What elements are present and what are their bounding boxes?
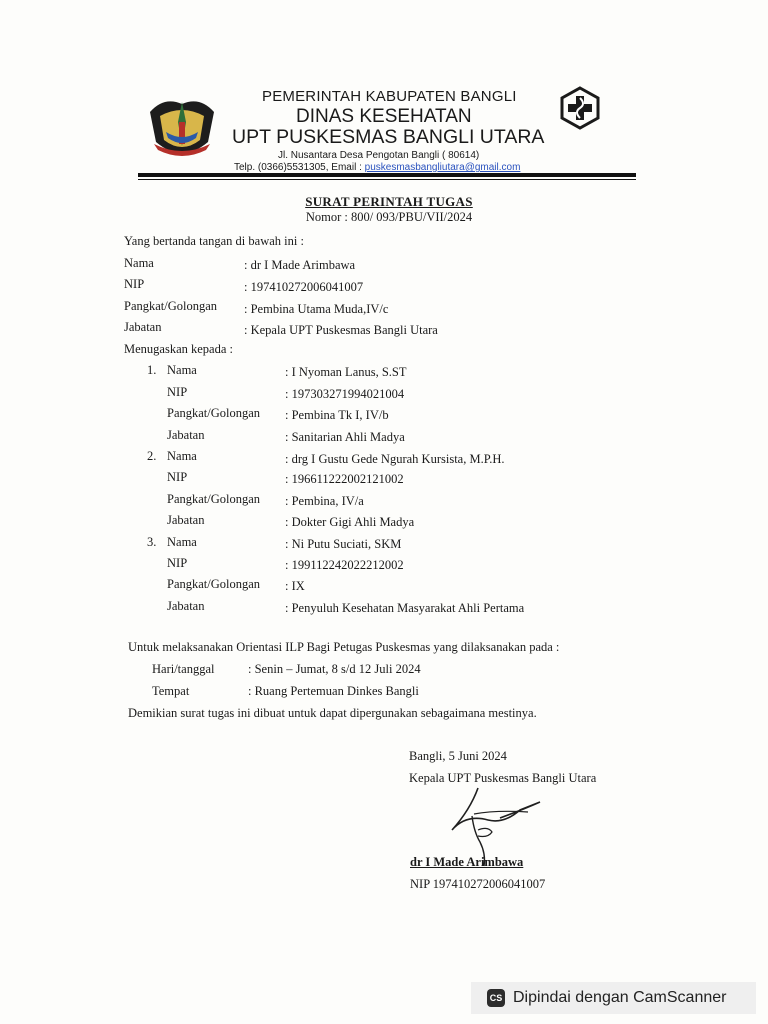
- schedule-date-value: : Senin – Jumat, 8 s/d 12 Juli 2024: [248, 662, 421, 676]
- schedule-place-label: Tempat: [152, 684, 190, 698]
- signature-position: Kepala UPT Puskesmas Bangli Utara: [409, 771, 597, 785]
- signer-position-value: : Kepala UPT Puskesmas Bangli Utara: [244, 323, 438, 337]
- assignee-number: 3.: [147, 535, 157, 549]
- signer-position-label: Jabatan: [124, 320, 162, 334]
- assignee-position-label: Jabatan: [167, 513, 205, 527]
- assignee-nip-value: : 196611222002121002: [285, 472, 404, 486]
- assignee-nip-label: NIP: [167, 556, 188, 570]
- signature-place-date: Bangli, 5 Juni 2024: [409, 749, 507, 763]
- schedule-place-value: : Ruang Pertemuan Dinkes Bangli: [248, 684, 419, 698]
- assignee-rank-value: : IX: [285, 579, 305, 593]
- schedule-date-label: Hari/tanggal: [152, 662, 215, 676]
- signer-rank-label: Pangkat/Golongan: [124, 299, 218, 313]
- contact-email: puskesmasbangliutara@gmail.com: [364, 162, 521, 173]
- puskesmas-logo-icon: [558, 86, 602, 130]
- letter-number: Nomor : 800/ 093/PBU/VII/2024: [305, 210, 473, 224]
- letter-title: [0, 194, 768, 225]
- assignee-name-value: : I Nyoman Lanus, S.ST: [285, 365, 407, 379]
- closing-text: Demikian surat tugas ini dibuat untuk dapat dipergunakan sebagaimana mestinya.: [128, 706, 537, 720]
- signature-name: dr I Made Arimbawa: [410, 855, 524, 869]
- assignee-number: 1.: [147, 363, 157, 377]
- camscanner-logo-icon: CS: [487, 989, 505, 1007]
- assignee-rank-value: : Pembina, IV/a: [285, 494, 364, 508]
- contact-phone: Telp. (0366)5531305, Email :: [234, 162, 365, 173]
- signer-intro: Yang bertanda tangan di bawah ini :: [124, 234, 304, 248]
- purpose-text: Untuk melaksanakan Orientasi ILP Bagi Petugas Puskesmas yang dilaksanakan pada :: [128, 640, 560, 654]
- assignee-number: 2.: [147, 449, 157, 463]
- assignee-nip-label: NIP: [167, 385, 188, 399]
- letterhead-address: Jl. Nusantara Desa Pengotan Bangli ( 80614): [278, 150, 480, 161]
- assignee-name-label: Nama: [167, 449, 197, 463]
- letterhead-rule-thick: [138, 173, 636, 177]
- letterhead-rule-thin: [138, 179, 636, 180]
- signer-nip-value: : 197410272006041007: [244, 280, 364, 294]
- letterhead-unit: UPT PUSKESMAS BANGLI UTARA: [232, 126, 545, 148]
- bangli-regency-emblem-icon: [146, 92, 218, 164]
- letterhead-department: DINAS KESEHATAN: [296, 106, 472, 127]
- letterhead-contact: [234, 162, 520, 173]
- assignee-rank-label: Pangkat/Golongan: [167, 577, 261, 591]
- assignee-name-value: : Ni Putu Suciati, SKM: [285, 537, 402, 551]
- assignee-nip-value: : 199112242022212002: [285, 558, 404, 572]
- assignee-position-label: Jabatan: [167, 599, 205, 613]
- assignee-nip-label: NIP: [167, 470, 188, 484]
- assignee-rank-label: Pangkat/Golongan: [167, 492, 261, 506]
- camscanner-label: Dipindai dengan CamScanner: [513, 989, 727, 1006]
- signer-name-value: : dr I Made Arimbawa: [244, 258, 356, 272]
- assignee-position-value: : Dokter Gigi Ahli Madya: [285, 515, 415, 529]
- signer-name-label: Nama: [124, 256, 154, 270]
- assignee-rank-label: Pangkat/Golongan: [167, 406, 261, 420]
- signer-rank-value: : Pembina Utama Muda,IV/c: [244, 302, 389, 316]
- assignee-name-label: Nama: [167, 535, 197, 549]
- signature-nip: NIP 197410272006041007: [410, 877, 546, 891]
- assignee-position-value: : Penyuluh Kesehatan Masyarakat Ahli Pertama: [285, 601, 525, 615]
- assignee-name-label: Nama: [167, 363, 197, 377]
- letter-title-main: SURAT PERINTAH TUGAS: [305, 194, 473, 209]
- assignee-name-value: : drg I Gustu Gede Ngurah Kursista, M.P.H.: [285, 452, 505, 466]
- letterhead-government: PEMERINTAH KABUPATEN BANGLI: [262, 88, 517, 105]
- assignee-nip-value: : 197303271994021004: [285, 387, 405, 401]
- assignee-rank-value: : Pembina Tk I, IV/b: [285, 408, 389, 422]
- assignee-position-label: Jabatan: [167, 428, 205, 442]
- assign-intro: Menugaskan kepada :: [124, 342, 233, 356]
- signer-nip-label: NIP: [124, 277, 145, 291]
- assignee-position-value: : Sanitarian Ahli Madya: [285, 430, 405, 444]
- camscanner-badge: [471, 982, 756, 1014]
